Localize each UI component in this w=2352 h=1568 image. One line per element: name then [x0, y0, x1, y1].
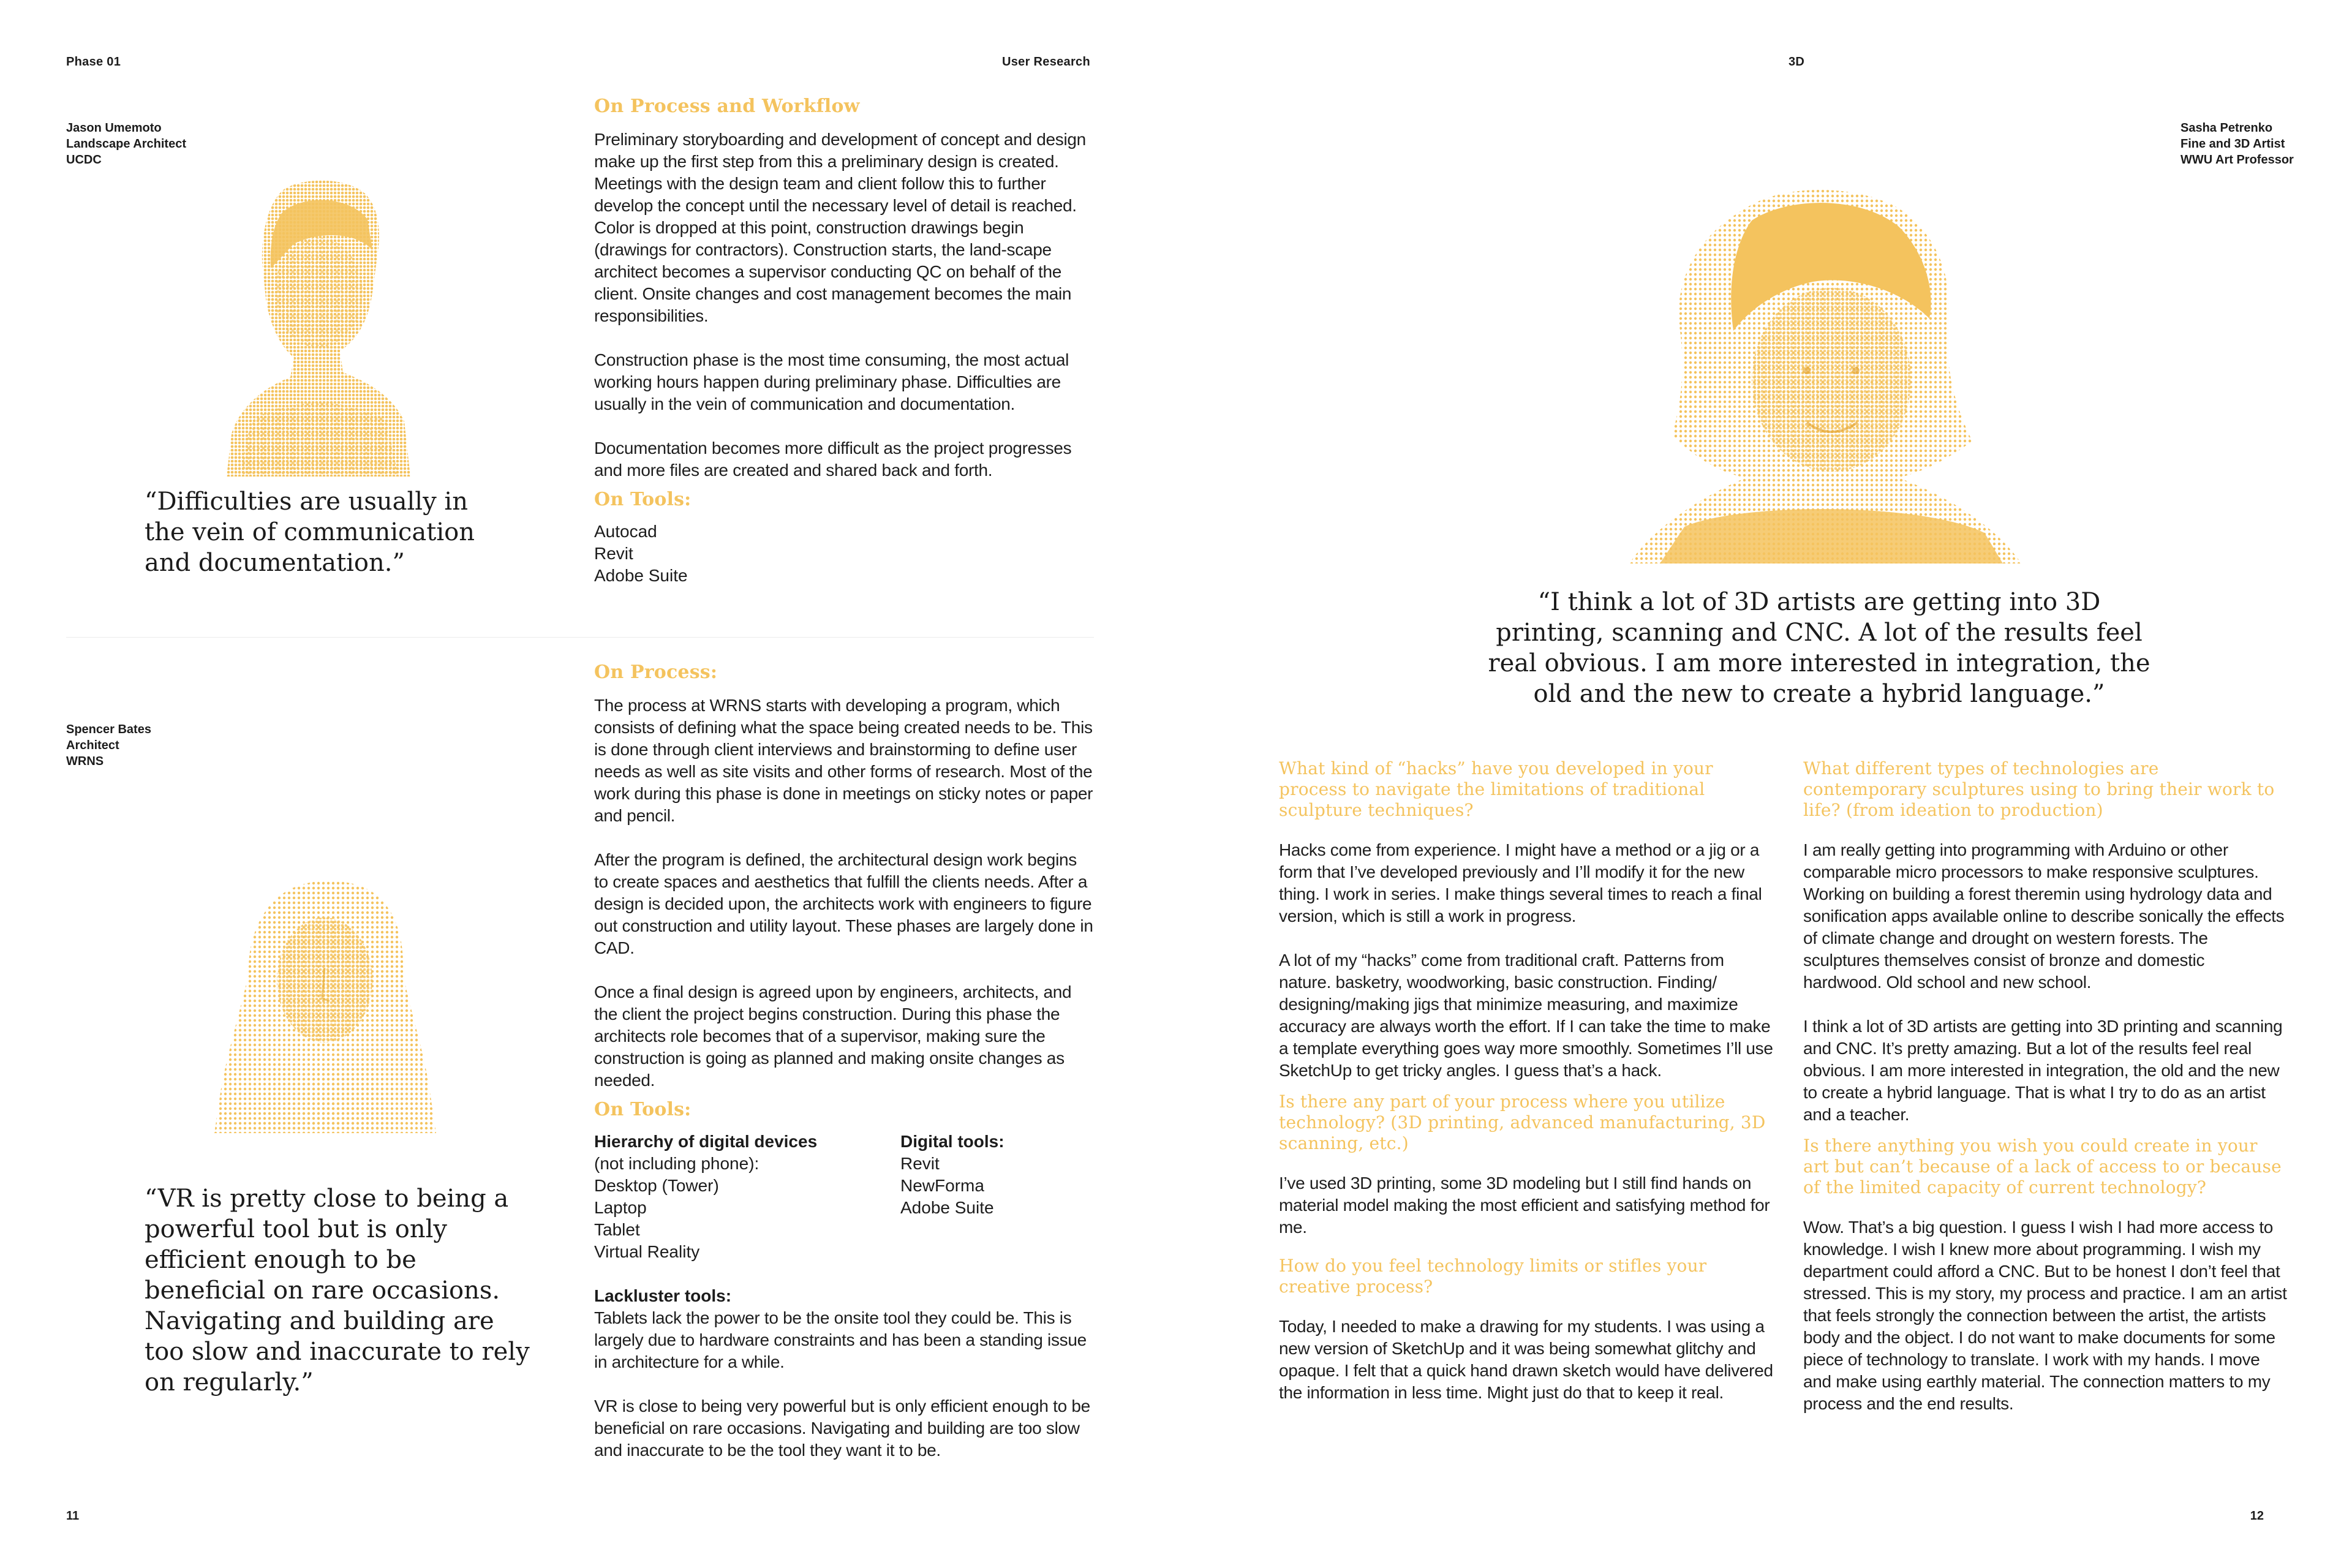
interview-answer: I think a lot of 3D artists are getting into 3D printing and scanning and CNC. It’s pretty amazing. But a lot of the results feel real obvious. I am more interested in integration, the old and the new to create a hybrid language. That is what I try to do as an artist and a teacher. [1803, 1017, 2283, 1124]
qa-column-1 [1279, 758, 1775, 1404]
body-paragraph: VR is close to being very powerful but is only efficient enough to be beneficial on rare occasions. Navigating and building are too slow and inaccurate to be the tool they want it to be. [594, 1396, 1090, 1460]
interviewee-org: WWU Art Professor [2180, 153, 2294, 167]
tool-item: Adobe Suite [594, 566, 688, 585]
devices-note: (not including phone): [594, 1154, 760, 1173]
interviewee-name: Jason Umemoto [66, 121, 162, 135]
interviewee-name: Sasha Petrenko [2180, 121, 2273, 135]
body-paragraph: The process at WRNS starts with developing a program, which consists of defining what the space being created needs to be. This is done through client interviews and brainstorming to define user needs as well as site visits and other forms of research. Most of the work during this phase is done in meetings on sticky notes or paper and pencil. [594, 696, 1093, 825]
body-paragraph: Documentation becomes more difficult as the project progresses and more files are created and shared back and forth. [594, 439, 1072, 480]
device-item: Virtual Reality [594, 1242, 700, 1261]
section-divider [66, 637, 1094, 638]
tool-item: Autocad [594, 522, 657, 541]
interview-answer: Hacks come from experience. I might have a method or a jig or a form that I’ve developed previously and I’ll modify it for the new thing. I work in series. I make things several times to reach a final version, which is still a work in progress. [1279, 840, 1762, 925]
halftone-portrait-icon [1580, 184, 2046, 564]
halftone-portrait-icon [208, 876, 441, 1133]
running-header-left: Phase 01 [66, 55, 121, 69]
interviewee-meta-2 [66, 722, 151, 769]
interviewee-meta-1 [66, 120, 186, 168]
device-item: Desktop (Tower) [594, 1176, 719, 1195]
interview-answer: A lot of my “hacks” come from traditional craft. Patterns from nature. basketry, woodworking, basic construction. Finding/ designing/making jigs that minimize measuring, and maximize accuracy are always worth the effort. If I can take the time to make a template everything goes way more smoothly. Sometimes I’ll use SketchUp to get tricky angles. I guess that’s a hack. [1279, 951, 1773, 1080]
body-paragraph: Once a final design is agreed upon by engineers, architects, and the client the project begins construction. During this phase the architects role becomes that of a supervisor, making sure the construction is going as planned and making onsite changes as needed. [594, 982, 1072, 1090]
interview-question: How do you feel technology limits or stifles your creative process? [1279, 1256, 1707, 1297]
interviewee-name: Spencer Bates [66, 723, 151, 736]
device-item: Tablet [594, 1220, 640, 1239]
interview-1-text [594, 96, 1094, 587]
interview-question: Is there any part of your process where you utilize technology? (3D printing, advanced manufacturing, 3D scanning, etc.) [1279, 1091, 1766, 1153]
pull-quote: “VR is pretty close to being a powerful tool but is only efficient enough to be beneficial on rare occasions. Navigating and building are too slow and inaccurate to rely on regularly.” [145, 1185, 530, 1396]
halftone-portrait-icon [227, 176, 410, 477]
body-paragraph: Construction phase is the most time consuming, the most actual working hours happen during preliminary phase. Difficulties are usually in the vein of communication and documentation. [594, 350, 1069, 413]
interviewee-role: Architect [66, 739, 119, 752]
interview-question: What different types of technologies are contemporary sculptures using to bring their work to life? (from ideation to production) [1803, 758, 2275, 820]
qa-column-2 [1803, 758, 2287, 1415]
section-heading: On Tools: [594, 1099, 692, 1120]
running-header-right: 3D [1789, 55, 1805, 69]
digital-tool-item: Revit [900, 1154, 940, 1173]
page-number: 11 [66, 1509, 80, 1523]
right-page [1176, 0, 2352, 1568]
pull-quote: “I think a lot of 3D artists are getting into 3D printing, scanning and CNC. A lot of the results feel real obvious. I am more interested in integration, the old and the new to create a hybrid language.” [1488, 588, 2150, 708]
interview-answer: I’ve used 3D printing, some 3D modeling but I still find hands on material model making the most efficient and satisfying method for me. [1279, 1174, 1770, 1237]
digital-tools-column [900, 1131, 1084, 1263]
digital-tool-item: NewForma [900, 1176, 984, 1195]
interview-answer: I am really getting into programming with Arduino or other comparable micro processors to make responsive sculptures. Working on building a forest theremin using hydrology data and sonification apps available online to describe sonically the effects of climate change and drought on western forests. The sculptures themselves consist of bronze and domestic hardwood. Old school and new school. [1803, 840, 2285, 992]
tools-columns [594, 1131, 1094, 1263]
interview-answer: Today, I needed to make a drawing for my students. I was using a new version of SketchUp and it was being somewhat glitchy and opaque. I felt that a quick hand drawn sketch would have delivered the information in less time. Might just do that to keep it real. [1279, 1317, 1773, 1402]
interview-question: What kind of “hacks” have you developed in your process to navigate the limitations of traditional sculpture techniques? [1279, 758, 1713, 820]
section-heading: On Process and Workflow [594, 96, 860, 117]
body-paragraph: After the program is defined, the architectural design work begins to create spaces and aesthetics that fulfill the clients needs. After a design is decided upon, the architects work with engineers to figure out construction and utility layout. These phases are largely done in CAD. [594, 850, 1093, 957]
section-heading: On Tools: [594, 489, 692, 510]
interviewee-org: UCDC [66, 153, 102, 167]
devices-column [594, 1131, 900, 1263]
body-paragraph: Tablets lack the power to be the onsite tool they could be. This is largely due to hardware constraints and has been a standing issue in architecture for a while. [594, 1308, 1087, 1371]
body-paragraph: Preliminary storyboarding and development of concept and design make up the first step from this a preliminary design is created. Meetings with the design team and client follow this to further develop the concept until the necessary level of detail is reached. Color is dropped at this point, construction drawings begin (drawings for contractors). Construction starts, the land-scape architect becomes a supervisor conducting QC on behalf of the client. Onsite changes and cost management becomes the main responsibilities. [594, 130, 1086, 325]
interviewee-org: WRNS [66, 755, 104, 768]
interview-answer: Wow. That’s a big question. I guess I wish I had more access to knowledge. I wish I knew more about programming. I wish my department could afford a CNC. But to be honest I don’t feel that stressed. This is my story, my process and practice. I am an artist that feels strongly the connection between the artist, the artists body and the object. I do not want to make documents for some piece of technology to translate. I work with my hands. I move and make using earthly material. The connection matters to my process and the end results. [1803, 1218, 2287, 1413]
section-heading: On Process: [594, 662, 718, 683]
interview-2-text [594, 662, 1094, 1461]
digital-tool-item: Adobe Suite [900, 1198, 994, 1217]
interviewee-role: Fine and 3D Artist [2180, 137, 2285, 151]
running-header-center: User Research [1002, 55, 1090, 69]
device-item: Laptop [594, 1198, 647, 1217]
devices-title: Hierarchy of digital devices [594, 1132, 818, 1151]
interviewee-role: Landscape Architect [66, 137, 186, 151]
pull-quote: “Difficulties are usually in the vein of communication and documentation.” [145, 488, 475, 577]
page-number: 12 [2250, 1509, 2264, 1523]
interviewee-meta-3 [2180, 120, 2294, 168]
digital-tools-title: Digital tools: [900, 1132, 1005, 1151]
lackluster-title: Lackluster tools: [594, 1286, 732, 1305]
tool-item: Revit [594, 544, 633, 563]
interview-question: Is there anything you wish you could create in your art but can’t because of a lack of access to or because of the limited capacity of current technology? [1803, 1136, 2282, 1197]
